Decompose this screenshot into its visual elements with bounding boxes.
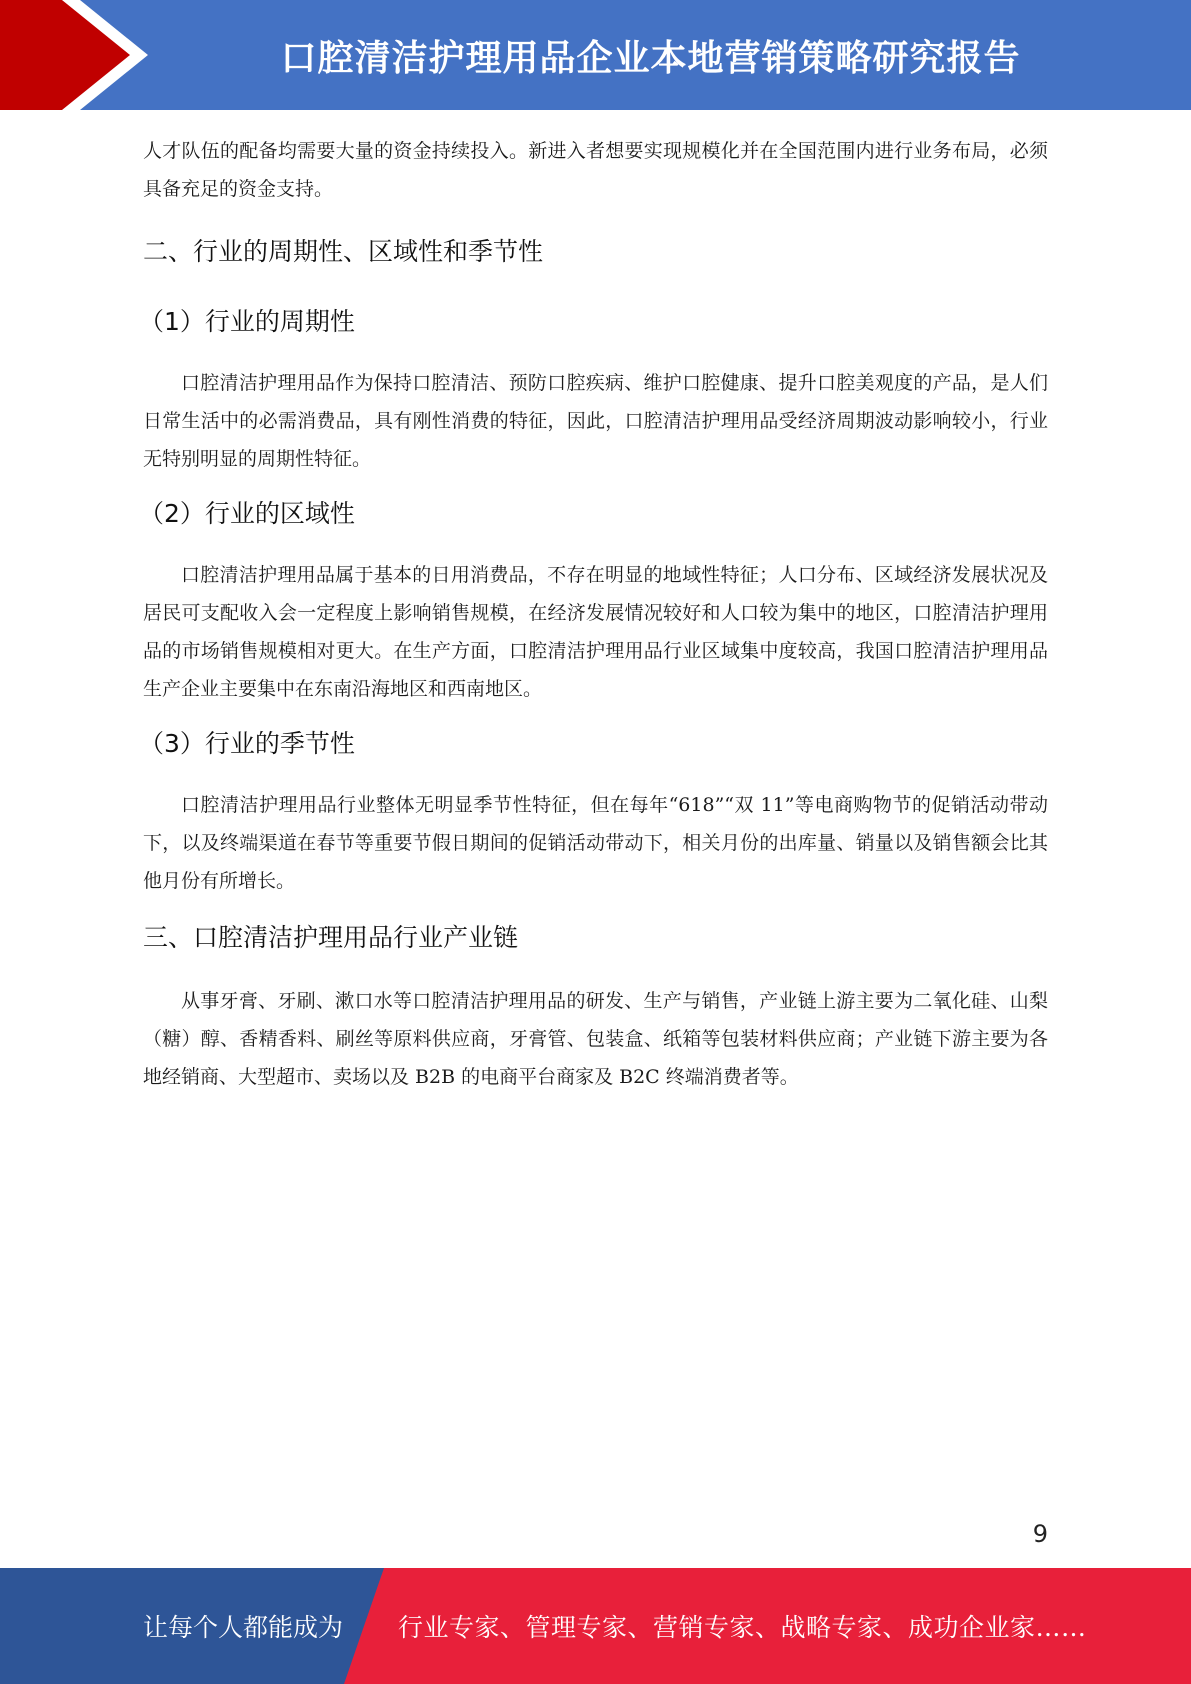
subsection-3-heading: （3）行业的季节性 [139, 729, 355, 758]
page-number: 9 [1032, 1520, 1048, 1548]
page-footer [0, 1568, 1191, 1684]
subsection-3-paragraph: 口腔清洁护理用品行业整体无明显季节性特征，但在每年“618”“双 11”等电商购物节的促销活动带动下，以及终端渠道在春节等重要节假日期间的促销活动带动下，相关月份的出库量、销量以及销售额会比其他月份有所增长。 [143, 794, 1048, 892]
subsection-2-paragraph: 口腔清洁护理用品属于基本的日用消费品，不存在明显的地域性特征；人口分布、区域经济发展状况及居民可支配收入会一定程度上影响销售规模，在经济发展情况较好和人口较为集中的地区，口腔清洁护理用品的市场销售规模相对更大。在生产方面，口腔清洁护理用品行业区域集中度较高，我国口腔清洁护理用品生产企业主要集中在东南沿海地区和西南地区。 [143, 564, 1048, 700]
page-content [139, 132, 1048, 1096]
footer-slogan-right: 行业专家、管理专家、营销专家、战略专家、成功企业家…… [398, 1613, 1087, 1642]
subsection-2-heading: （2）行业的区域性 [139, 499, 355, 528]
header-arrow-decoration [0, 0, 160, 110]
footer-slogan-left: 让每个人都能成为 [143, 1613, 344, 1642]
page-header [0, 0, 1191, 110]
subsection-1-heading: （1）行业的周期性 [139, 307, 355, 336]
section-3-heading: 三、口腔清洁护理用品行业产业链 [143, 923, 519, 952]
report-title: 口腔清洁护理用品企业本地营销策略研究报告 [280, 37, 1021, 79]
section-3-paragraph: 从事牙膏、牙刷、漱口水等口腔清洁护理用品的研发、生产与销售，产业链上游主要为二氧化硅、山梨（糖）醇、香精香料、刷丝等原料供应商，牙膏管、包装盒、纸箱等包装材料供应商；产业链下游主要为各地经销商、大型超市、卖场以及 B2B 的电商平台商家及 B2C 终端消费者等。 [143, 990, 1048, 1088]
intro-paragraph: 人才队伍的配备均需要大量的资金持续投入。新进入者想要实现规模化并在全国范围内进行业务布局，必须具备充足的资金支持。 [143, 140, 1048, 200]
section-2-heading: 二、行业的周期性、区域性和季节性 [143, 237, 544, 266]
subsection-1-paragraph: 口腔清洁护理用品作为保持口腔清洁、预防口腔疾病、维护口腔健康、提升口腔美观度的产品，是人们日常生活中的必需消费品，具有刚性消费的特征，因此，口腔清洁护理用品受经济周期波动影响较小，行业无特别明显的周期性特征。 [143, 372, 1048, 470]
